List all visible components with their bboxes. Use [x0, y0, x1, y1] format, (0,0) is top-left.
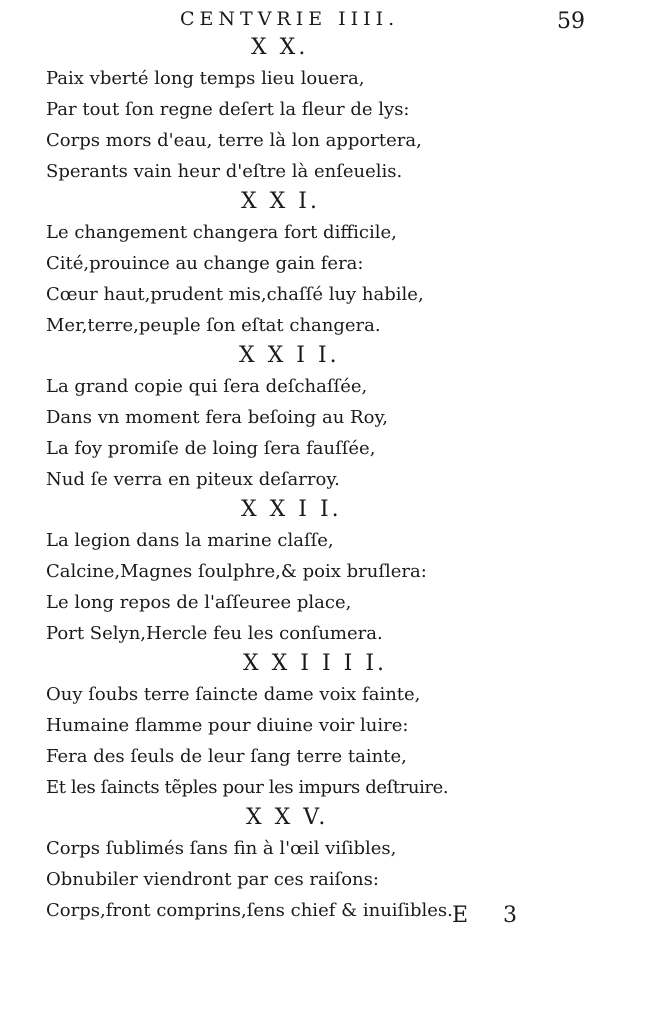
- verse-line: Calcine,Magnes ſoulphre,& poix bruſlera:: [46, 561, 427, 582]
- quatrain-heading: X X.: [251, 35, 309, 60]
- verse-line: Obnubiler viendront par ces raiſons:: [46, 869, 379, 890]
- verse-line: Sperants vain heur d'eſtre là enſeuelis.: [46, 161, 403, 182]
- verse-line: Port Selyn,Hercle feu les conſumera.: [46, 623, 383, 644]
- quatrain-heading: X X I I.: [241, 497, 342, 522]
- verse-line: La legion dans la marine claſſe,: [46, 530, 334, 551]
- quatrain: [46, 649, 606, 803]
- verse-line: Par tout ſon regne deſert la fleur de lys:: [46, 99, 410, 120]
- quatrain-heading: X X V.: [246, 805, 329, 830]
- verse-line: Humaine flamme pour diuine voir luire:: [46, 715, 409, 736]
- verse-line: Ouy ſoubs terre ſaincte dame voix fainte,: [46, 684, 421, 705]
- signature-mark: E 3: [452, 903, 532, 928]
- verse-line: La foy promiſe de loing ſera fauſſée,: [46, 438, 376, 459]
- verse-line: Corps ſublimés ſans fin à l'œil viſibles,: [46, 838, 397, 859]
- running-head: CENTVRIE IIII.: [180, 8, 400, 30]
- verse-line: Cœur haut,prudent mis,chaſſé luy habile,: [46, 284, 424, 305]
- verse-line: Cité,prouince au change gain fera:: [46, 253, 364, 274]
- verse-line: Corps,front comprins,ſens chief & inuiſibles.: [46, 900, 453, 921]
- verse-line: Corps mors d'eau, terre là lon apportera,: [46, 130, 422, 151]
- verse-line: Mer,terre,peuple ſon eſtat changera.: [46, 315, 381, 336]
- quatrain-heading: X X I I.: [239, 343, 340, 368]
- quatrain: [46, 495, 606, 649]
- quatrain-heading: X X I I I I.: [243, 651, 388, 676]
- verse-line: Fera des ſeuls de leur ſang terre tainte,: [46, 746, 407, 767]
- verse-line: Nud ſe verra en piteux deſarroy.: [46, 469, 340, 490]
- quatrain: [46, 33, 606, 187]
- verse-line: La grand copie qui ſera deſchaſſée,: [46, 376, 368, 397]
- verse-line: Le changement changera fort difficile,: [46, 222, 397, 243]
- verse-line: Dans vn moment fera beſoing au Roy,: [46, 407, 388, 428]
- verse-line: Et les ſaincts tẽples pour les impurs deſtruire.: [46, 777, 449, 798]
- page-number: 59: [557, 9, 585, 34]
- verse-line: Paix vberté long temps lieu louera,: [46, 68, 365, 89]
- body-text: [46, 33, 606, 926]
- verse-line: Le long repos de l'aſſeuree place,: [46, 592, 352, 613]
- quatrain-heading: X X I.: [241, 189, 320, 214]
- quatrain: [46, 187, 606, 341]
- quatrain: [46, 341, 606, 495]
